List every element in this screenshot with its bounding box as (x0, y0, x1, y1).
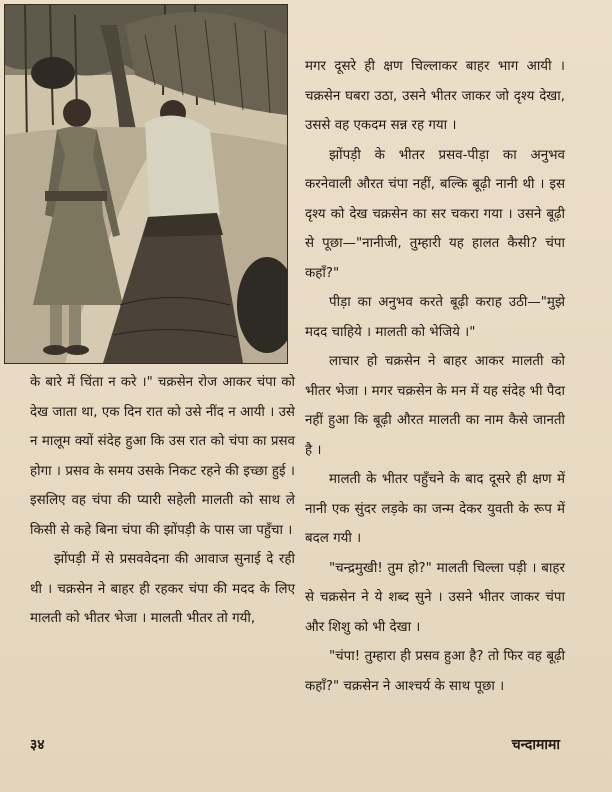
paragraph: लाचार हो चक्रसेन ने बाहर आकर मालती को भीतर भेजा । मगर चक्रसेन के मन में यह संदेह भी पैदा नहीं हुआ कि बूढ़ी औरत मालती का नाम कैसे जानती है । (305, 354, 565, 458)
magazine-name: चन्दामामा (511, 737, 560, 753)
paragraph: मालती के भीतर पहुँचने के बाद दूसरे ही क्षण में नानी एक सुंदर लड़के का जन्म देकर युवती के रूप में बदल गयी । (305, 472, 565, 546)
paragraph: मगर दूसरे ही क्षण चिल्लाकर बाहर भाग आयी । चक्रसेन घबरा उठा, उसने भीतर जाकर जो दृश्य देखा, उससे वह एकदम सन्न रह गया । (305, 59, 565, 133)
paragraph: झोंपड़ी के भीतर प्रसव-पीड़ा का अनुभव करनेवाली औरत चंपा नहीं, बल्कि बूढ़ी नानी थी । इस दृश्य को देख चक्रसेन का सर चकरा गया । उसने बूढ़ी से पूछा—"नानीजी, तुम्हारी यह हालत कैसी? चंपा कहाँ?" (305, 147, 565, 281)
paragraph: "चंपा! तुम्हारा ही प्रसव हुआ है? तो फिर वह बूढ़ी कहाँ?" चक्रसेन ने आश्चर्य के साथ पूछा । (305, 649, 565, 694)
paragraph: "चन्द्रमुखी! तुम हो?" मालती चिल्ला पड़ी । बाहर से चक्रसेन ने ये शब्द सुने । उसने भीतर जाकर चंपा और शिशु को भी देखा । (305, 560, 565, 635)
paragraph: पीड़ा का अनुभव करते बूढ़ी कराह उठी—"मुझे मदद चाहिये । मालती को भेजिये ।" (305, 295, 565, 340)
story-illustration (4, 4, 288, 364)
left-text-column (30, 368, 295, 634)
page-number: ३४ (30, 737, 45, 753)
paragraph: झोंपड़ी में से प्रसववेदना की आवाज सुनाई दे रही थी । चक्रसेन ने बाहर ही रहकर चंपा की मदद के लिए मालती को भीतर भेजा । मालती भीतर तो गयी, (30, 552, 295, 626)
paragraph: के बारे में चिंता न करे ।" चक्रसेन रोज आकर चंपा को देख जाता था, एक दिन रात को उसे नींद न आयी । उसे न मालूम क्यों संदेह हुआ कि उस रात को चंपा का प्रसव होगा । प्रसव के समय उसके निकट रहने की इच्छा हुई । इसलिए वह चंपा की प्यारी सहेली मालती को साथ ले किसी से कहे बिना चंपा की झोंपड़ी के पास जा पहुँचा । (30, 375, 295, 538)
right-text-column (305, 52, 565, 701)
